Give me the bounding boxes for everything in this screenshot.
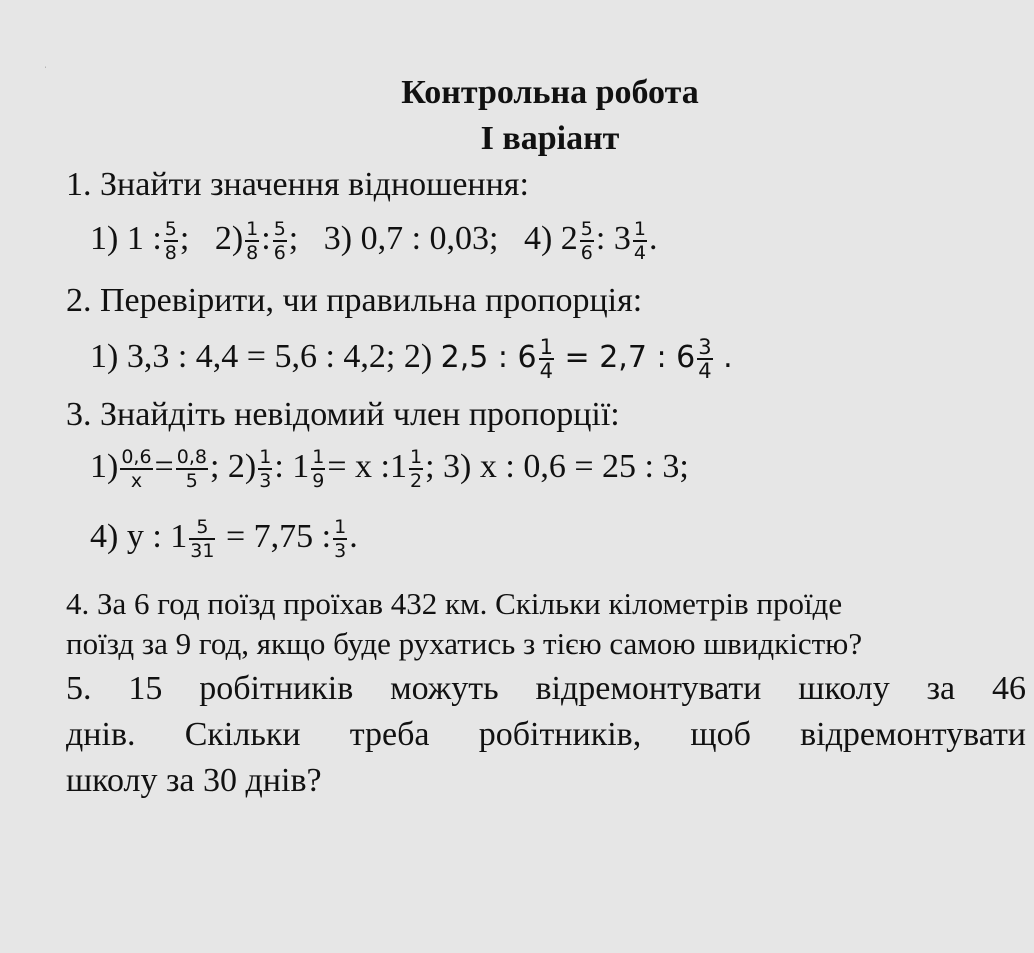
- colon: :: [261, 219, 271, 257]
- task3-b-label: 2): [227, 447, 257, 485]
- denominator: 4: [539, 359, 554, 383]
- numerator: 1: [246, 218, 259, 240]
- denominator: 8: [164, 242, 177, 264]
- task4-line-1: 4. За 6 год поїзд проїхав 432 км. Скільки кілометрів проїде: [66, 586, 843, 621]
- numerator: 1: [312, 446, 325, 468]
- separator: ;: [209, 447, 220, 485]
- fraction: [273, 218, 287, 264]
- separator: .: [648, 219, 658, 257]
- numerator: 1: [410, 446, 423, 468]
- fraction: [120, 446, 152, 492]
- separator: .: [723, 339, 733, 375]
- task2-b-left: 2,5 : 6: [440, 339, 537, 375]
- task1-d-mid: : 3: [595, 219, 631, 257]
- task2-heading: 2. Перевірити, чи правильна пропорція:: [66, 282, 643, 319]
- numerator: 1: [334, 516, 347, 538]
- numerator: 5: [273, 218, 286, 240]
- numerator: 0,6: [121, 446, 152, 468]
- task3-expressions-1: [90, 446, 689, 492]
- task3-a-label: 1): [90, 447, 119, 485]
- task2-b-label: 2): [403, 337, 433, 375]
- separator: .: [349, 517, 358, 555]
- denominator: 4: [698, 359, 712, 383]
- equals: =: [154, 447, 174, 485]
- task1-b-label: 2): [214, 219, 244, 257]
- task4-line-2: поїзд за 9 год, якщо буде рухатись з тією самою швидкістю?: [66, 626, 863, 661]
- numerator: 5: [189, 516, 215, 540]
- task1-d-label: 4) 2: [523, 219, 578, 257]
- task3-d-label: 4) y : 1: [90, 517, 188, 555]
- task1-a-whole: 1 :: [126, 219, 162, 257]
- fraction: [311, 446, 325, 492]
- numerator: 0,8: [176, 446, 207, 468]
- fraction: [164, 218, 178, 264]
- fraction: [245, 218, 259, 264]
- task3-heading: 3. Знайдіть невідомий член пропорції:: [66, 396, 620, 433]
- denominator: x: [130, 470, 143, 492]
- fraction: [258, 446, 272, 492]
- denominator: 3: [334, 540, 347, 562]
- numerator: 3: [698, 335, 712, 359]
- task3-b-mid1: : 1: [274, 447, 310, 485]
- denominator: 6: [580, 242, 593, 264]
- task5-line-2: днів. Скільки треба робітників, щоб відремонтувати: [66, 716, 1026, 753]
- task3-d-mid: = 7,75 :: [225, 517, 332, 555]
- fraction: [580, 218, 594, 264]
- fraction: [633, 218, 647, 264]
- fraction: [189, 516, 215, 562]
- task1-heading: 1. Знайти значення відношення:: [66, 166, 529, 203]
- task2-expressions: [90, 336, 733, 382]
- numerator: 1: [259, 446, 272, 468]
- fraction: [333, 516, 347, 562]
- variant-title: І варіант: [480, 120, 620, 157]
- task5-line-1: 5. 15 робітників можуть відремонтувати школу за 46: [66, 670, 1026, 707]
- fraction: [409, 446, 423, 492]
- task1-a-label: 1): [90, 219, 119, 257]
- fraction: [539, 336, 554, 382]
- denominator: 3: [259, 470, 272, 492]
- task1-expressions: [90, 218, 657, 264]
- task2-a: 1) 3,3 : 4,4 = 5,6 : 4,2;: [90, 337, 396, 375]
- scan-mark: ˌ: [44, 58, 47, 68]
- separator: ;: [425, 447, 435, 485]
- numerator: 5: [580, 218, 593, 240]
- numerator: 1: [633, 218, 646, 240]
- task3-b-mid2: = x :1: [327, 447, 407, 485]
- page-title: Контрольна робота: [401, 74, 699, 111]
- task2-b-right: = 2,7 : 6: [564, 339, 696, 375]
- task1-c: 3) 0,7 : 0,03;: [323, 219, 499, 257]
- fraction: [176, 446, 208, 492]
- denominator: 6: [273, 242, 286, 264]
- task3-expressions-2: [90, 516, 358, 562]
- fraction: [697, 336, 712, 382]
- denominator: 5: [185, 470, 198, 492]
- denominator: 31: [190, 540, 215, 562]
- numerator: 1: [539, 335, 554, 359]
- denominator: 4: [633, 242, 646, 264]
- task5-line-3: школу за 30 днів?: [66, 762, 322, 799]
- task3-c: 3) x : 0,6 = 25 : 3;: [443, 447, 689, 485]
- separator: ;: [288, 219, 299, 257]
- denominator: 9: [312, 470, 325, 492]
- denominator: 2: [410, 470, 423, 492]
- denominator: 8: [246, 242, 259, 264]
- separator: ;: [179, 219, 190, 257]
- numerator: 5: [164, 218, 177, 240]
